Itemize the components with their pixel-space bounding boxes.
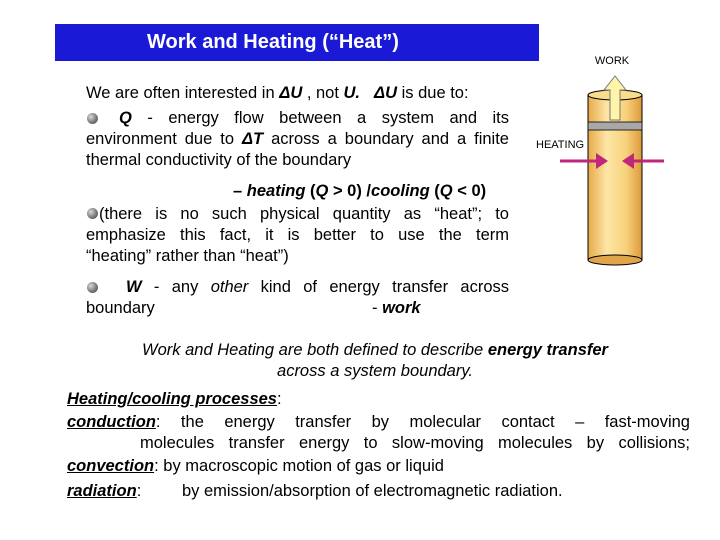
q-line-3: thermal conductivity of the boundary (86, 151, 352, 169)
summary-text: Work and Heating are both defined to describe (142, 341, 488, 359)
conduction-line-2: molecules transfer energy to slow-moving molecules by collisions; (140, 434, 690, 452)
radiation-line (67, 481, 690, 502)
radiation-colon: : (136, 482, 142, 500)
q-symbol-2: Q (439, 182, 453, 200)
heating-cooling-line (233, 181, 486, 202)
intro-text-2: , not (302, 84, 344, 102)
q-line-1 (86, 108, 509, 129)
convection-text: : by macroscopic motion of gas or liquid (154, 457, 444, 475)
delta-symbol-2: Δ (374, 84, 386, 102)
intro-u-2: U (385, 84, 398, 102)
w-line-2 (86, 298, 509, 319)
delta-t-symbol: Δ (241, 130, 254, 148)
intro-line (86, 83, 469, 104)
note-line-3: “heating” rather than “heat”) (86, 247, 289, 265)
processes-section (67, 389, 690, 502)
q-line-2a: environment due to (86, 130, 242, 148)
title-bar (55, 24, 539, 61)
delta-symbol: Δ (279, 84, 291, 102)
w-item (86, 277, 509, 319)
system-diagram (536, 40, 666, 270)
page-title: Work and Heating (“Heat”) (147, 31, 399, 53)
w-line-1b: kind of energy transfer across (248, 278, 509, 296)
summary (0, 340, 720, 382)
intro-u: U (290, 84, 303, 102)
work-term (372, 298, 421, 319)
work-label: WORK (594, 55, 630, 67)
q-line-2b: across a boundary and a finite (263, 130, 509, 148)
note-line-1: (there is no such physical quantity as “heat”; to (99, 205, 509, 223)
q-pos-close: > 0) / (328, 182, 372, 200)
q-t: T (253, 130, 264, 148)
q-item (86, 108, 509, 171)
q-line-2 (86, 129, 509, 150)
processes-heading (67, 389, 690, 410)
conduction-term: conduction (67, 413, 156, 431)
piston (588, 122, 642, 130)
w-line-1a: - any (141, 278, 211, 296)
note-paragraph (86, 204, 509, 267)
intro-u-dot: U. (343, 84, 361, 102)
heating-word: heating (246, 182, 306, 200)
note-line-2: emphasize this fact, it is better to use the term (86, 226, 509, 244)
convection-term: convection (67, 457, 155, 475)
radiation-term: radiation (67, 482, 137, 500)
boundary-word: boundary (86, 299, 155, 317)
dash: – (233, 182, 247, 200)
energy-transfer-phrase: energy transfer (487, 341, 608, 359)
w-line-1 (86, 277, 509, 298)
conduction-line-1 (67, 412, 690, 433)
intro-text: We are often interested in (86, 84, 280, 102)
w-label: W (126, 278, 142, 296)
cooling-word: cooling (371, 182, 430, 200)
processes-heading-text: Heating/cooling processes (67, 390, 277, 408)
conduction-text-1: : the energy transfer by molecular contact – fast-moving (155, 413, 690, 431)
q-neg-close: < 0) (452, 182, 487, 200)
other-word: other (210, 278, 249, 296)
summary-line-2: across a system boundary. (277, 362, 473, 380)
summary-line-1 (0, 340, 720, 361)
paren-open-2: ( (429, 182, 440, 200)
q-symbol: Q (315, 182, 329, 200)
radiation-text: by emission/absorption of electromagnetic radiation. (182, 482, 563, 500)
intro-text-3: is due to: (397, 84, 469, 102)
work-word: work (382, 299, 421, 317)
work-dash: - (372, 299, 383, 317)
heating-label: HEATING (536, 139, 585, 151)
processes-colon: : (276, 390, 282, 408)
paren-open: ( (305, 182, 316, 200)
convection-line (67, 456, 690, 477)
q-line-1-text: - energy flow between a system and its (131, 109, 509, 127)
q-label: Q (119, 109, 132, 127)
